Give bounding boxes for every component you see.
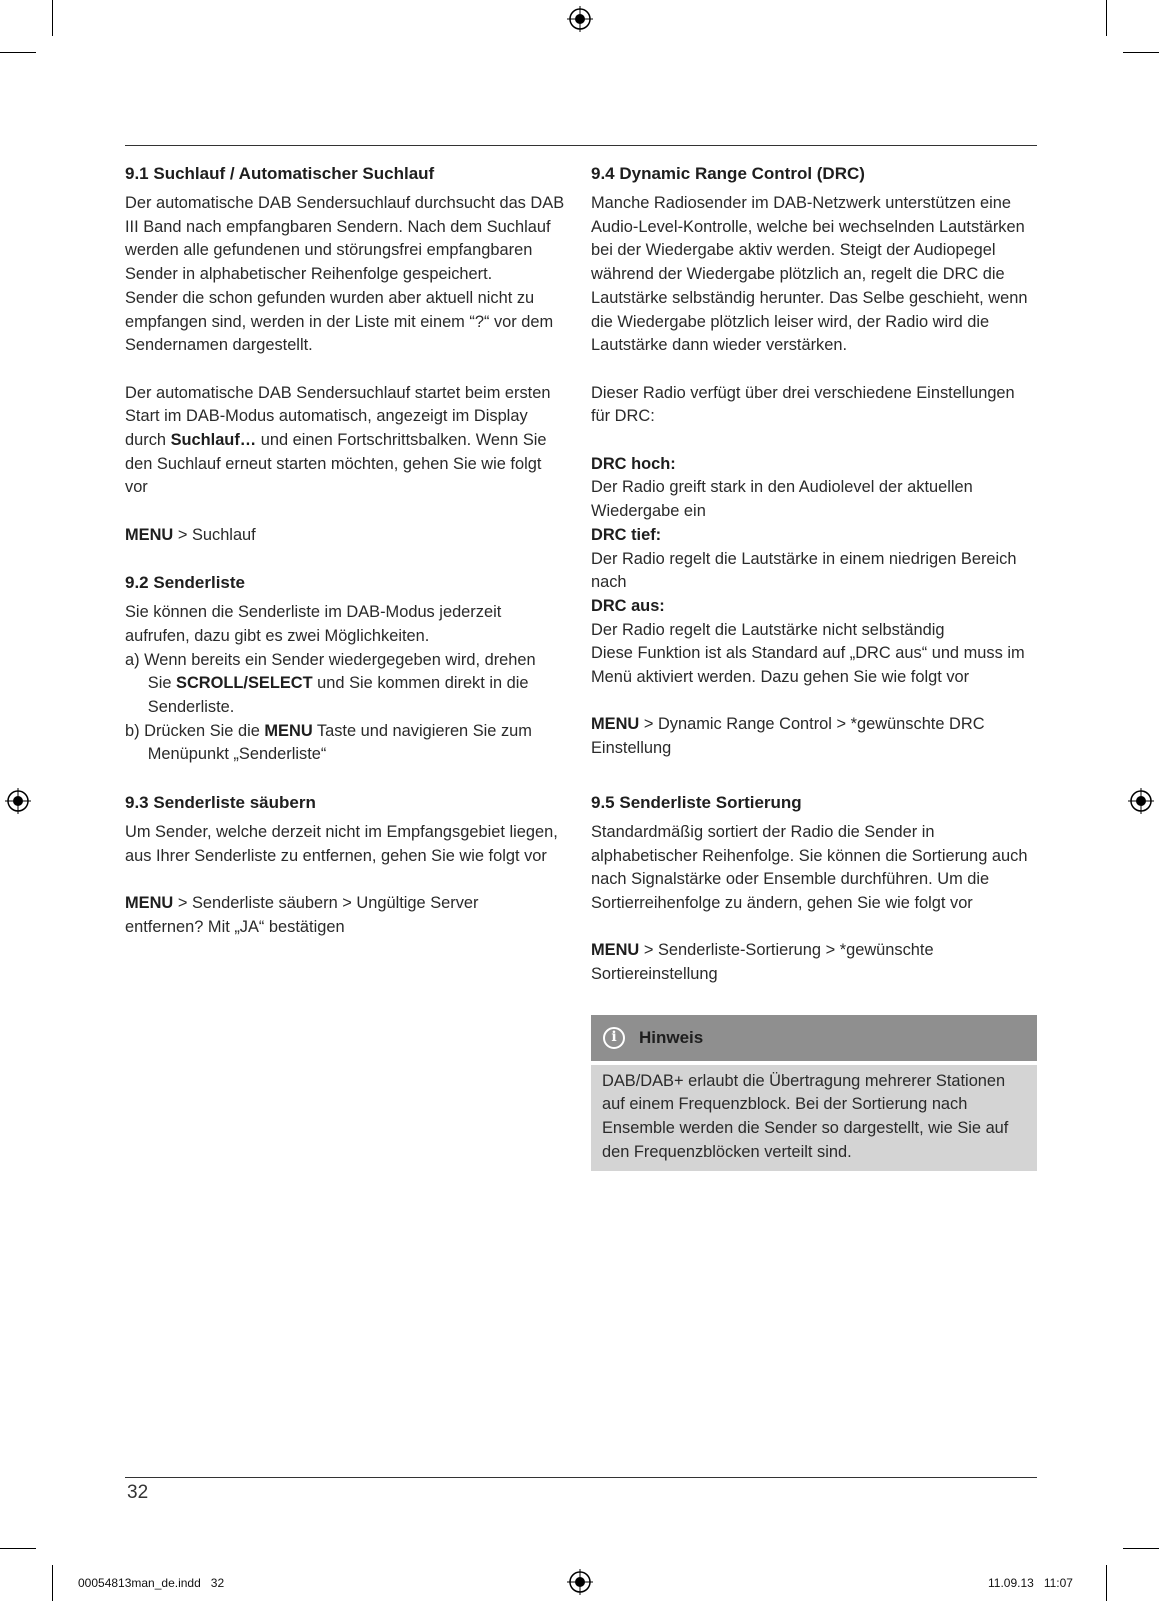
crop-mark <box>52 1565 53 1601</box>
section-9-2-paragraph: Sie können die Senderliste im DAB-Modus jederzeit aufrufen, dazu gibt es zwei Möglichkeiten. <box>125 603 502 645</box>
registration-mark-icon <box>567 6 593 32</box>
suchlauf-keyword: Suchlauf… <box>170 431 257 450</box>
registration-mark-icon <box>1128 788 1154 814</box>
section-9-1-paragraph-2: Der automatische DAB Sendersuchlauf startet beim ersten Start im DAB-Modus automatisch, angezeigt im Display durch Suchlauf… und einen Fortschrittsbalken. Wenn Sie den Suchlauf erneut starten möchten, gehen Sie wie folgt vor <box>125 383 551 497</box>
note-body: DAB/DAB+ erlaubt die Übertragung mehrerer Stationen auf einem Frequenzblock. Bei der Sortierung nach Ensemble werden die Sender so dargestellt, wie Sie auf den Frequenzblöcken verteilt sind. <box>591 1065 1037 1171</box>
section-9-4-paragraph-1: Manche Radiosender im DAB-Netzwerk unterstützen eine Audio-Level-Kontrolle, welche bei wechselnden Lautstärken bei der Wiedergabe aktiv werden. Steigt der Audiopegel während der Wiedergabe plötzlich an, regelt die DRC die Lautstärke selbständig herunter. Das Selbe geschieht, wenn die Wiedergabe plötzlich leiser wird, der Radio wird die Lautstärke dann wieder verstärken. <box>591 194 1028 355</box>
crop-mark <box>1106 1565 1107 1601</box>
left-column <box>125 162 571 939</box>
slug-file: 00054813man_de.indd 32 <box>78 1576 225 1590</box>
note-title: Hinweis <box>639 1027 704 1047</box>
list-item-b: b) Drücken Sie die MENU Taste und navigieren Sie zum Menüpunkt „Senderliste“ <box>125 721 532 764</box>
section-9-1-title: 9.1 Suchlauf / Automatischer Suchlauf <box>125 164 435 183</box>
crop-mark <box>1123 1548 1159 1549</box>
section-9-2-title: 9.2 Senderliste <box>125 573 246 593</box>
section-9-4-paragraph-2: Dieser Radio verfügt über drei verschiedene Einstellungen für DRC: <box>591 383 1015 426</box>
menu-path-sortierung: MENU > Senderliste-Sortierung > *gewünschte Sortiereinstellung <box>591 941 934 984</box>
crop-mark <box>1106 0 1107 36</box>
crop-mark <box>1123 52 1159 53</box>
note-header <box>591 1015 1037 1061</box>
footer-rule <box>125 1477 1037 1478</box>
right-column: 9.4 Dynamic Range Control (DRC) Manche Radiosender im DAB-Netzwerk unterstützen eine Audio-Level-Kontrolle, welche bei wechselnden Lautstärken bei der Wiedergabe aktiv werden. Steigt der Audiopegel während der Wiedergabe plötzlich an, regelt die DRC die Lautstärke selbständig herunter. Das Selbe geschieht, wenn die Wiedergabe plötzlich leiser wird, der Radio wird die Lautstärke dann wieder verstärken. Dieser Radio verfügt über drei verschiedene Einstellungen für DRC: DRC hoch: Der Radio greift stark in den Audiolevel der aktuellen Wiedergabe ein DRC tief: Der Radio regelt die Lautstärke in einem niedrigen Bereich nach DRC aus: Der Radio regelt die Lautstärke nicht selbständig Diese Funktion ist als Standard auf „DRC aus“ und muss im Menü aktiviert werden. Dazu gehen Sie wie folgt vor MENU > Dynamic Range Control > *gewünschte DRC Einstellung 9.5 Senderliste Sortierung Standardmäßig sortiert der Radio die Sender in alphabetischer Reihenfolge. Sie können die Sortierung auch nach Signalstärke oder Ensemble durchführen. Um die Sortierreihenfolge zu ändern, gehen Sie wie folgt vor MENU > Senderliste-Sortierung > *gewünschte Sortiereinstellung i Hinweis DAB/DAB+ erlaubt die Übertragung mehrerer Stationen auf einem Frequenzblock. Bei der Sortierung nach Ensemble werden die Sender so dargestellt, wie Sie auf den Frequenzblöcken verteilt sind. <box>591 162 1037 1171</box>
menu-path-suchlauf: MENU > Suchlauf <box>125 525 256 544</box>
info-icon: i <box>603 1027 625 1049</box>
section-9-5-paragraph: Standardmäßig sortiert der Radio die Sender in alphabetischer Reihenfolge. Sie können die Sortierung auch nach Signalstärke oder Ensemble durchführen. Um die Sortierreihenfolge zu ändern, gehen Sie wie folgt vor <box>591 822 1028 912</box>
crop-mark <box>0 52 36 53</box>
section-9-1-paragraph-1: Der automatische DAB Sendersuchlauf durchsucht das DAB III Band nach empfangbaren Sendern. Nach dem Suchlauf werden alle gefundenen und störungsfrei empfangbaren Sender in alphabetischer Reihenfolge gespeichert. Sender die schon gefunden wurden aber aktuell nicht zu empfangen sind, werden in der Liste mit einem “?“ vor dem Sendernamen dargestellt. <box>125 194 565 355</box>
header-rule <box>125 145 1037 146</box>
registration-mark-icon <box>5 788 31 814</box>
drc-aus-label: DRC aus: <box>591 596 665 615</box>
menu-path-drc: MENU > Dynamic Range Control > *gewünschte DRC Einstellung <box>591 715 985 758</box>
section-9-5-title: 9.5 Senderliste Sortierung <box>591 792 802 812</box>
crop-mark <box>0 1548 36 1549</box>
slug-date: 11.09.13 11:07 <box>988 1576 1073 1590</box>
page-number: 32 <box>127 1482 149 1503</box>
drc-tief-label: DRC tief: <box>591 525 662 544</box>
list-item-a: a) Wenn bereits ein Sender wiedergegeben wird, drehen Sie SCROLL/SELECT und Sie kommen direkt in die Senderliste. <box>125 650 536 717</box>
crop-mark <box>52 0 53 36</box>
drc-hoch-label: DRC hoch: <box>591 454 676 473</box>
section-9-4-title: 9.4 Dynamic Range Control (DRC) <box>591 164 865 183</box>
menu-path-senderliste-saeubern: MENU > Senderliste säubern > Ungültige Server entfernen? Mit „JA“ bestätigen <box>125 893 479 936</box>
section-9-3-title: 9.3 Senderliste säubern <box>125 792 316 812</box>
registration-mark-icon <box>567 1569 593 1595</box>
section-9-3-paragraph: Um Sender, welche derzeit nicht im Empfangsgebiet liegen, aus Ihrer Senderliste zu entfernen, gehen Sie wie folgt vor <box>125 822 558 865</box>
